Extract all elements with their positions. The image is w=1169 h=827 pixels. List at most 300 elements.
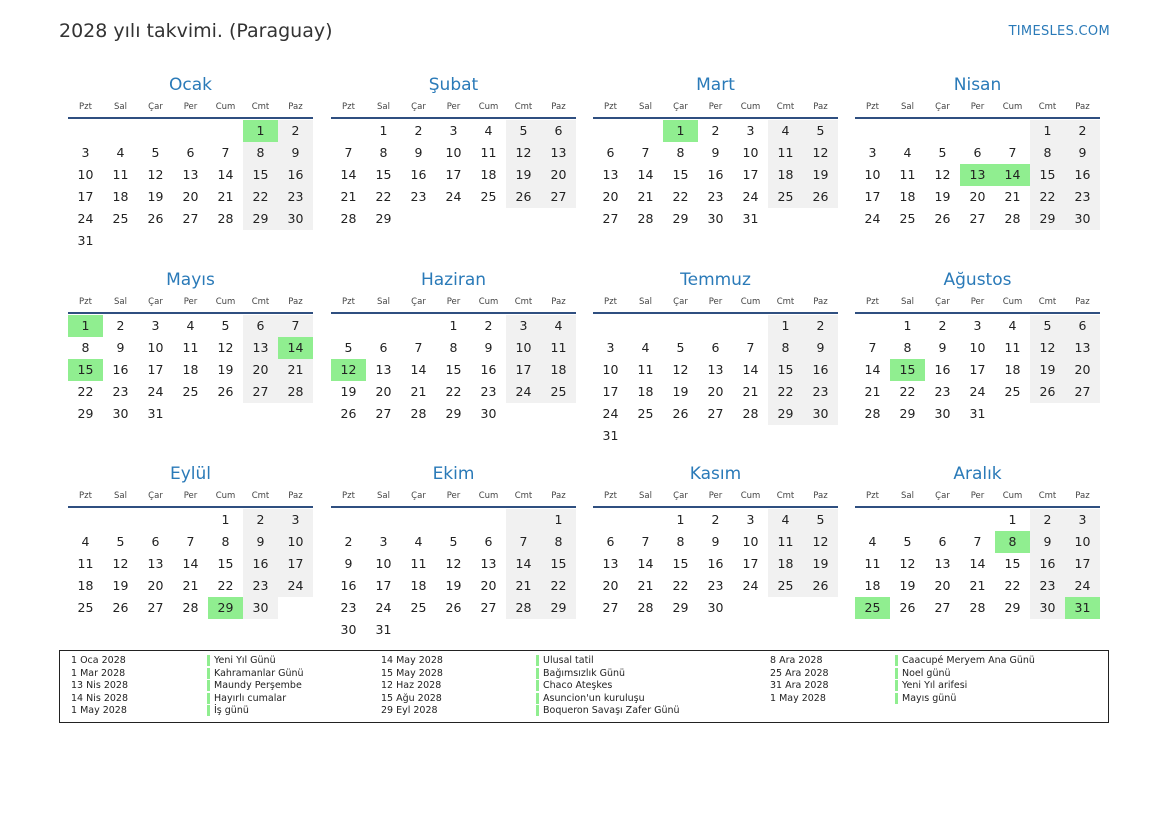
- day-cell: 26: [899, 600, 916, 615]
- day-cell: 28: [410, 406, 427, 421]
- day-cell: 27: [602, 211, 619, 226]
- day-cell: 11: [480, 145, 497, 160]
- day-cell: 13: [375, 362, 392, 377]
- day-cell: 30: [1065, 208, 1100, 230]
- day-cell: 15: [768, 359, 803, 381]
- legend-holiday-name: [207, 680, 304, 693]
- weekday-label: Çar: [411, 297, 426, 307]
- day-cell: 24: [278, 575, 313, 597]
- day-cell: 8: [243, 142, 278, 164]
- day-cell: 28: [340, 211, 357, 226]
- day-cell: 15: [445, 362, 462, 377]
- weekday-header: [593, 100, 838, 119]
- empty-cell: [243, 230, 278, 252]
- empty-cell: [506, 208, 541, 230]
- empty-cell: [541, 208, 576, 230]
- day-cell: 20: [602, 189, 619, 204]
- day-cell: 19: [803, 164, 838, 186]
- legend-holiday-label: Yeni Yıl Günü: [207, 655, 276, 666]
- day-cell: 8: [1030, 142, 1065, 164]
- day-cell: 5: [903, 534, 912, 549]
- day-cell: 29: [768, 403, 803, 425]
- day-cell: 11: [864, 556, 881, 571]
- month-name: Mayıs: [166, 270, 215, 290]
- weekday-label: Paz: [551, 297, 566, 307]
- weekday-label: Cmt: [1038, 102, 1057, 112]
- day-cell: 17: [278, 553, 313, 575]
- day-cell: 11: [1004, 340, 1021, 355]
- empty-cell: [628, 425, 663, 447]
- month-block: [68, 269, 313, 425]
- day-cell: 21: [1004, 189, 1021, 204]
- day-cell: 29: [672, 600, 689, 615]
- weekday-label: Paz: [1075, 297, 1090, 307]
- weekday-label: Pzt: [79, 102, 92, 112]
- legend-holiday-name: [895, 693, 1035, 706]
- empty-cell: [208, 403, 243, 425]
- day-cell: 1: [1030, 120, 1065, 142]
- legend-holiday-name: [536, 705, 680, 718]
- empty-cell: [698, 425, 733, 447]
- day-cell: 30: [480, 406, 497, 421]
- day-cell: 25: [899, 211, 916, 226]
- day-cell: 4: [484, 123, 493, 138]
- empty-cell: [366, 509, 401, 531]
- day-cell: 28: [864, 406, 881, 421]
- month-block: [331, 74, 576, 230]
- weekday-label: Cmt: [514, 102, 533, 112]
- day-cell: 29: [77, 406, 94, 421]
- day-cell: 18: [899, 189, 916, 204]
- empty-cell: [663, 315, 698, 337]
- weekday-header: [593, 489, 838, 508]
- empty-cell: [541, 619, 576, 641]
- empty-cell: [366, 315, 401, 337]
- day-cell: 26: [340, 406, 357, 421]
- day-cell: 20: [602, 578, 619, 593]
- month-name: Ekim: [432, 464, 475, 484]
- day-cell: 26: [803, 575, 838, 597]
- day-cell: 8: [676, 145, 685, 160]
- weekday-label: Per: [183, 102, 198, 112]
- day-cell: 7: [641, 534, 650, 549]
- weekday-label: Pzt: [866, 102, 879, 112]
- weekday-label: Per: [446, 297, 461, 307]
- day-cell: 19: [217, 362, 234, 377]
- empty-cell: [628, 315, 663, 337]
- day-cell: 12: [803, 142, 838, 164]
- day-grid: [331, 120, 576, 230]
- day-cell: 7: [278, 315, 313, 337]
- day-cell: 1: [541, 509, 576, 531]
- day-cell: 30: [243, 597, 278, 619]
- day-cell: 21: [506, 575, 541, 597]
- weekday-label: Paz: [551, 102, 566, 112]
- day-cell: 9: [344, 556, 353, 571]
- month-name: Mart: [696, 75, 735, 95]
- empty-cell: [663, 425, 698, 447]
- day-cell: 29: [541, 597, 576, 619]
- day-cell: 14: [217, 167, 234, 182]
- empty-cell: [506, 619, 541, 641]
- weekday-label: Paz: [1075, 491, 1090, 501]
- day-cell: 6: [484, 534, 493, 549]
- day-cell: 26: [147, 211, 164, 226]
- weekday-label: Pzt: [866, 297, 879, 307]
- weekday-header: [68, 295, 313, 314]
- legend-names-column: [895, 655, 1035, 705]
- weekday-header: [855, 295, 1100, 314]
- day-cell: 9: [711, 534, 720, 549]
- empty-cell: [436, 509, 471, 531]
- day-cell: 17: [445, 167, 462, 182]
- legend-date: 31 Ara 2028: [770, 680, 829, 692]
- day-cell: 16: [278, 164, 313, 186]
- day-cell: 10: [506, 337, 541, 359]
- empty-cell: [173, 230, 208, 252]
- day-cell: 19: [147, 189, 164, 204]
- weekday-label: Paz: [551, 491, 566, 501]
- day-cell: 15: [672, 167, 689, 182]
- day-cell: 19: [899, 578, 916, 593]
- weekday-label: Pzt: [79, 491, 92, 501]
- day-cell: 15: [890, 359, 925, 381]
- legend-names-column: [207, 655, 304, 718]
- day-cell: 2: [803, 315, 838, 337]
- day-cell: 8: [221, 534, 230, 549]
- day-cell: 25: [768, 186, 803, 208]
- day-cell: 13: [1065, 337, 1100, 359]
- day-cell: 10: [742, 145, 759, 160]
- day-cell: 10: [602, 362, 619, 377]
- day-cell: 9: [1065, 142, 1100, 164]
- day-cell: 23: [1030, 575, 1065, 597]
- weekday-label: Sal: [377, 102, 390, 112]
- legend-holiday-name: [895, 655, 1035, 668]
- day-cell: 27: [243, 381, 278, 403]
- day-cell: 6: [938, 534, 947, 549]
- day-cell: 6: [541, 120, 576, 142]
- empty-cell: [925, 120, 960, 142]
- empty-cell: [960, 120, 995, 142]
- day-cell: 7: [344, 145, 353, 160]
- day-cell: 26: [672, 406, 689, 421]
- empty-cell: [628, 509, 663, 531]
- weekday-label: Sal: [114, 102, 127, 112]
- day-cell: 16: [1030, 553, 1065, 575]
- empty-cell: [1065, 403, 1100, 425]
- legend-holiday-name: [207, 693, 304, 706]
- legend-holiday-label: Hayırlı cumalar: [207, 693, 286, 704]
- weekday-label: Çar: [935, 297, 950, 307]
- day-cell: 7: [506, 531, 541, 553]
- empty-cell: [138, 230, 173, 252]
- empty-cell: [995, 120, 1030, 142]
- day-cell: 6: [243, 315, 278, 337]
- day-cell: 4: [414, 534, 423, 549]
- weekday-label: Cmt: [776, 297, 795, 307]
- weekday-label: Cum: [740, 102, 761, 112]
- day-cell: 5: [938, 145, 947, 160]
- empty-cell: [436, 619, 471, 641]
- day-cell: 11: [541, 337, 576, 359]
- weekday-header: [855, 100, 1100, 119]
- weekday-label: Pzt: [604, 491, 617, 501]
- day-cell: 25: [77, 600, 94, 615]
- legend-date: 1 Mar 2028: [71, 667, 126, 679]
- day-cell: 4: [541, 315, 576, 337]
- empty-cell: [278, 230, 313, 252]
- day-cell: 30: [340, 622, 357, 637]
- day-cell: 11: [768, 531, 803, 553]
- day-cell: 4: [868, 534, 877, 549]
- weekday-label: Cmt: [1038, 491, 1057, 501]
- empty-cell: [103, 120, 138, 142]
- weekday-label: Cmt: [251, 102, 270, 112]
- day-cell: 5: [1030, 315, 1065, 337]
- day-cell: 29: [208, 597, 243, 619]
- day-grid: [593, 315, 838, 447]
- day-cell: 14: [969, 556, 986, 571]
- day-cell: 14: [637, 556, 654, 571]
- day-cell: 22: [1004, 578, 1021, 593]
- weekday-label: Cum: [740, 491, 761, 501]
- month-block: [593, 74, 838, 230]
- day-grid: [855, 120, 1100, 230]
- day-cell: 23: [707, 189, 724, 204]
- site-link[interactable]: TIMESLES.COM: [1008, 24, 1110, 39]
- weekday-header: [331, 100, 576, 119]
- day-cell: 20: [147, 578, 164, 593]
- day-cell: 4: [768, 509, 803, 531]
- day-cell: 14: [864, 362, 881, 377]
- weekday-label: Paz: [813, 491, 828, 501]
- day-cell: 9: [243, 531, 278, 553]
- weekday-label: Cum: [1002, 297, 1023, 307]
- month-block: [593, 463, 838, 619]
- day-cell: 24: [969, 384, 986, 399]
- day-cell: 21: [182, 578, 199, 593]
- day-cell: 12: [331, 359, 366, 381]
- day-cell: 22: [217, 578, 234, 593]
- day-cell: 22: [243, 186, 278, 208]
- empty-cell: [138, 120, 173, 142]
- day-cell: 28: [1004, 211, 1021, 226]
- weekday-label: Cmt: [251, 491, 270, 501]
- legend-names-column: [536, 655, 680, 718]
- day-cell: 3: [278, 509, 313, 531]
- day-cell: 30: [707, 211, 724, 226]
- day-grid: [331, 315, 576, 425]
- legend-holiday-name: [207, 705, 304, 718]
- day-cell: 31: [602, 428, 619, 443]
- day-grid: [331, 509, 576, 641]
- legend-holiday-label: Asuncion'un kuruluşu: [536, 693, 645, 704]
- day-cell: 21: [217, 189, 234, 204]
- weekday-label: Paz: [813, 297, 828, 307]
- day-cell: 13: [934, 556, 951, 571]
- day-cell: 12: [803, 531, 838, 553]
- weekday-label: Per: [708, 297, 723, 307]
- day-cell: 5: [151, 145, 160, 160]
- day-cell: 7: [973, 534, 982, 549]
- weekday-label: Çar: [148, 491, 163, 501]
- day-cell: 25: [112, 211, 129, 226]
- day-cell: 20: [375, 384, 392, 399]
- day-cell: 27: [541, 186, 576, 208]
- day-cell: 15: [541, 553, 576, 575]
- day-cell: 8: [449, 340, 458, 355]
- day-cell: 5: [803, 120, 838, 142]
- day-cell: 20: [243, 359, 278, 381]
- weekday-label: Paz: [1075, 102, 1090, 112]
- day-cell: 14: [182, 556, 199, 571]
- day-cell: 6: [606, 145, 615, 160]
- day-cell: 20: [541, 164, 576, 186]
- day-cell: 11: [768, 142, 803, 164]
- weekday-label: Çar: [935, 102, 950, 112]
- day-cell: 26: [112, 600, 129, 615]
- empty-cell: [803, 208, 838, 230]
- weekday-label: Paz: [288, 297, 303, 307]
- empty-cell: [173, 403, 208, 425]
- empty-cell: [768, 425, 803, 447]
- legend-holiday-label: Ulusal tatil: [536, 655, 594, 666]
- day-cell: 8: [995, 531, 1030, 553]
- day-cell: 1: [676, 512, 685, 527]
- day-cell: 21: [340, 189, 357, 204]
- weekday-label: Per: [183, 297, 198, 307]
- day-cell: 14: [995, 164, 1030, 186]
- day-cell: 19: [506, 164, 541, 186]
- empty-cell: [698, 315, 733, 337]
- day-cell: 3: [1065, 509, 1100, 531]
- day-cell: 6: [711, 340, 720, 355]
- weekday-label: Cum: [478, 102, 499, 112]
- day-cell: 29: [1004, 600, 1021, 615]
- day-cell: 14: [340, 167, 357, 182]
- day-cell: 22: [899, 384, 916, 399]
- day-cell: 8: [676, 534, 685, 549]
- day-cell: 9: [803, 337, 838, 359]
- day-cell: 19: [803, 553, 838, 575]
- day-cell: 18: [112, 189, 129, 204]
- empty-cell: [401, 315, 436, 337]
- empty-cell: [593, 315, 628, 337]
- weekday-label: Cum: [215, 491, 236, 501]
- day-cell: 21: [410, 384, 427, 399]
- day-cell: 3: [868, 145, 877, 160]
- day-cell: 10: [864, 167, 881, 182]
- legend-date: 12 Haz 2028: [381, 680, 442, 692]
- day-cell: 22: [375, 189, 392, 204]
- day-cell: 3: [606, 340, 615, 355]
- day-cell: 16: [480, 362, 497, 377]
- day-cell: 25: [480, 189, 497, 204]
- empty-cell: [278, 597, 313, 619]
- weekday-header: [68, 489, 313, 508]
- day-cell: 20: [480, 578, 497, 593]
- day-cell: 19: [672, 384, 689, 399]
- day-cell: 29: [672, 211, 689, 226]
- day-cell: 6: [186, 145, 195, 160]
- day-cell: 24: [445, 189, 462, 204]
- weekday-label: Cum: [740, 297, 761, 307]
- day-cell: 26: [445, 600, 462, 615]
- day-cell: 3: [506, 315, 541, 337]
- day-cell: 30: [112, 406, 129, 421]
- day-cell: 20: [969, 189, 986, 204]
- day-cell: 24: [602, 406, 619, 421]
- legend-date: 1 Oca 2028: [71, 655, 126, 666]
- day-cell: 23: [278, 186, 313, 208]
- legend-holiday-label: Chaco Ateşkes: [536, 680, 612, 691]
- day-cell: 8: [379, 145, 388, 160]
- legend-date: 14 May 2028: [381, 655, 443, 666]
- day-cell: 2: [711, 512, 720, 527]
- weekday-label: Cum: [1002, 491, 1023, 501]
- day-cell: 16: [410, 167, 427, 182]
- weekday-label: Cum: [215, 297, 236, 307]
- empty-cell: [628, 120, 663, 142]
- day-cell: 4: [768, 120, 803, 142]
- empty-cell: [733, 597, 768, 619]
- empty-cell: [278, 403, 313, 425]
- empty-cell: [471, 619, 506, 641]
- day-cell: 5: [506, 120, 541, 142]
- empty-cell: [471, 208, 506, 230]
- day-cell: 18: [768, 553, 803, 575]
- day-cell: 19: [112, 578, 129, 593]
- weekday-label: Cmt: [251, 297, 270, 307]
- weekday-label: Sal: [114, 491, 127, 501]
- weekday-label: Per: [970, 297, 985, 307]
- legend-holiday-label: Noel günü: [895, 668, 951, 679]
- day-cell: 25: [410, 600, 427, 615]
- day-cell: 10: [375, 556, 392, 571]
- month-name: Kasım: [689, 464, 742, 484]
- day-cell: 23: [707, 578, 724, 593]
- day-cell: 28: [637, 211, 654, 226]
- month-block: [331, 269, 576, 425]
- day-cell: 23: [340, 600, 357, 615]
- day-cell: 23: [803, 381, 838, 403]
- day-cell: 28: [969, 600, 986, 615]
- day-cell: 28: [506, 597, 541, 619]
- day-cell: 5: [803, 509, 838, 531]
- month-name: Aralık: [953, 464, 1002, 484]
- day-cell: 21: [278, 359, 313, 381]
- legend-dates-column: [770, 655, 829, 705]
- day-cell: 27: [1065, 381, 1100, 403]
- day-cell: 12: [217, 340, 234, 355]
- day-grid: [68, 120, 313, 252]
- day-cell: 8: [768, 337, 803, 359]
- day-cell: 25: [637, 406, 654, 421]
- day-cell: 7: [746, 340, 755, 355]
- weekday-label: Sal: [901, 297, 914, 307]
- weekday-label: Cmt: [514, 297, 533, 307]
- day-cell: 17: [1065, 553, 1100, 575]
- day-cell: 15: [217, 556, 234, 571]
- month-block: [68, 74, 313, 252]
- day-cell: 7: [186, 534, 195, 549]
- day-cell: 7: [641, 145, 650, 160]
- day-cell: 30: [707, 600, 724, 615]
- legend-date: 1 May 2028: [770, 692, 826, 704]
- empty-cell: [733, 315, 768, 337]
- legend-holiday-label: Yeni Yıl arifesi: [895, 680, 967, 691]
